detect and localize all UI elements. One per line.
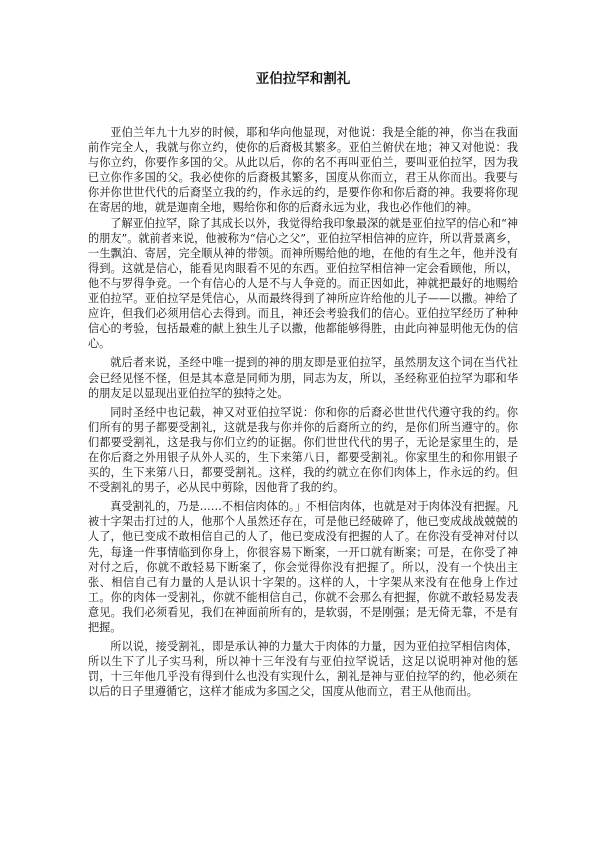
paragraph-faith: 了解亚伯拉罕，除了其成长以外，我觉得给我印象最深的就是亚伯拉罕的信心和“神的朋友”。就前者来说，他被称为“信心之父”，亚伯拉罕相信神的应许，所以背景离乡，一生飘泊、寄居，完全顺从神的带领。而神所赐给他的地，在他的有生之年，他并没有得到。这就是信心，能看见肉眼看不见的东西。亚伯拉罕相信神一定会看顾他，所以，他不与罗得争竞。一个有信心的人是不与人争竞的。而正因如此，神就把最好的地赐给亚伯拉罕。亚伯拉罕是凭信心，从而最终得到了神所应许给他的儿子——以撒。神给了应许，但我们必须用信心去得到。而且，神还会考验我们的信心。亚伯拉罕经历了种种信心的考验，包括最难的献上独生儿子以撒，他都能够得胜，由此向神显明他无伪的信心。 (88, 216, 518, 351)
document-page (88, 70, 518, 699)
document-title: 亚伯拉罕和割礼 (255, 71, 351, 87)
paragraph-circumcision-covenant: 同时圣经中也记载，神又对亚伯拉罕说：你和你的后裔必世世代代遵守我的约。你们所有的男子都要受割礼，这就是我与你并你的后裔所立的约，是你们所当遵守的。你们都要受割礼，这是我与你们立约的证据。你们世世代代的男子，无论是家里生的，是在你后裔之外用银子从外人买的，生下来第八日，都要受割礼。你家里生的和你用银子买的，生下来第八日，都要受割礼。这样，我的约就立在你们肉体上，作永远的约。但不受割礼的男子，必从民中剪除，因他背了我的约。 (88, 405, 518, 495)
paragraph-covenant: 亚伯兰年九十九岁的时候，耶和华向他显现，对他说：我是全能的神，你当在我面前作完全人，我就与你立约，使你的后裔极其繁多。亚伯兰俯伏在地；神又对他说：我与你立约，你要作多国的父。从此以后，你的名不再叫亚伯兰，要叫亚伯拉罕，因为我已立你作多国的父。我必使你的后裔极其繁多，国度从你而立，君王从你而出。我要与你并你世世代代的后裔坚立我的约，作永远的约，是要作你和你后裔的神。我要将你现在寄居的地，就是迦南全地，赐给你和你的后裔永远为业，我也必作他们的神。 (88, 126, 518, 215)
paragraph-conclusion: 所以说，接受割礼，即是承认神的力量大于肉体的力量，因为亚伯拉罕相信肉体，所以生下了儿子实马利，所以神十三年没有与亚伯拉罕说话，这足以说明神对他的惩罚，十三年他几乎没有得到什么也没有实现什么，割礼是神与亚伯拉罕的约，他必须在以后的日子里遵循它，这样才能成为多国之父，国度从他而立，君王从他而出。 (88, 640, 518, 699)
paragraph-friend-of-god: 就后者来说，圣经中唯一提到的神的朋友即是亚伯拉罕，虽然朋友这个词在当代社会已经见怪不怪，但是其本意是同师为朋，同志为友，所以，圣经称亚伯拉罕为耶和华的朋友足以显现出亚伯拉罕的独特之处。 (88, 356, 518, 400)
paragraph-true-circumcision: 真受割礼的，乃是……不相信肉体的。」不相信肉体，也就是对于肉体没有把握。凡被十字架击打过的人，他那个人虽然还存在，可是他已经破碎了，他已变成战战兢兢的人了，他已变成不敢相信自己的人了，他已变成没有把握的人了。在你没有受神对付以先，每逢一件事情临到你身上，你很容易下断案，一开口就有断案；可是，在你受了神对付之后，你就不敢轻易下断案了，你会觉得你没有把握了。所以，没有一个快出主张、相信自己有力量的人是认识十字架的。这样的人，十字架从来没有在他身上作过工。你的肉体一受割礼，你就不能相信自己，你就不会那么有把握，你就不敢轻易发表意见。我们必须看见，我们在神面前所有的，是软弱，不是刚强；是无倚无靠，不是有把握。 (88, 500, 518, 634)
